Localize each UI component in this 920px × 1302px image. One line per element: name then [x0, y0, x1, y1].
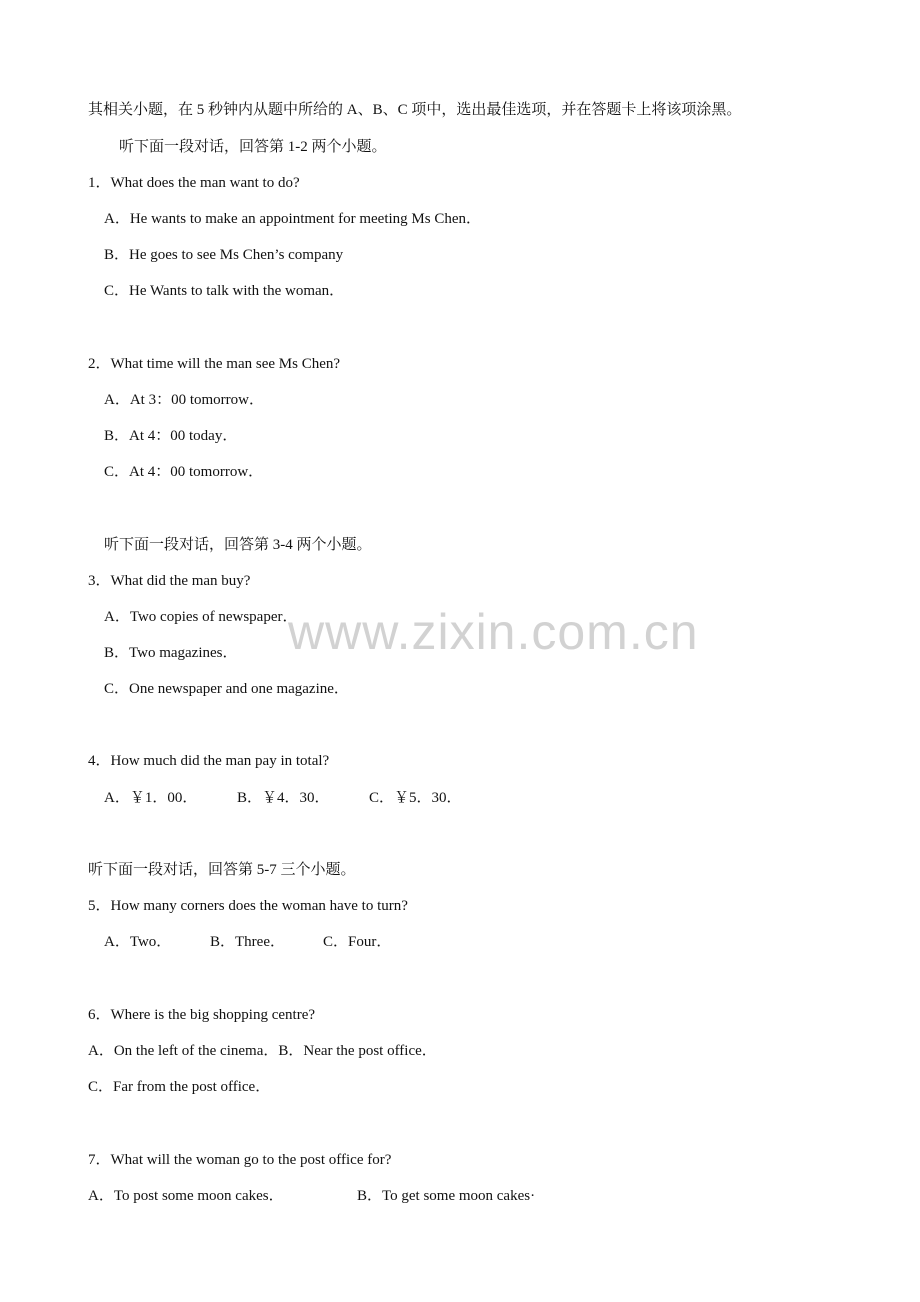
option-a: A．Two．	[104, 934, 172, 950]
option-c: C．￥5．30．	[369, 790, 462, 806]
option-c: C．Four．	[323, 934, 392, 950]
question-stem: 7．What will the woman go to the post office for?	[88, 1152, 392, 1168]
intro-text: 其相关小题，在 5 秒钟内从题中所给的 A、B、C 项中，选出最佳选项，并在答题卡上将该项涂黑。	[88, 102, 742, 118]
section-heading: 听下面一段对话，回答第 1-2 两个小题。	[119, 139, 387, 155]
section-heading: 听下面一段对话，回答第 5-7 三个小题。	[88, 862, 356, 878]
option-a: A．To post some moon cakes．	[88, 1188, 284, 1204]
option-b: B．Three．	[210, 934, 285, 950]
option-c: C．Far from the post office．	[88, 1079, 271, 1095]
option-c: C．One newspaper and one magazine．	[104, 681, 349, 697]
question-stem: 2．What time will the man see Ms Chen?	[88, 356, 341, 372]
option-c: C．He Wants to talk with the woman．	[104, 283, 345, 299]
question-stem: 6．Where is the big shopping centre?	[88, 1007, 316, 1023]
option-a: A．Two copies of newspaper．	[104, 609, 298, 625]
option-c: C．At 4：00 tomorrow．	[104, 464, 264, 480]
option-a-b: A．On the left of the cinema．B．Near the post office．	[88, 1043, 437, 1059]
question-stem: 4．How much did the man pay in total?	[88, 753, 330, 769]
option-b: B．He goes to see Ms Chen’s company	[104, 247, 344, 263]
option-a: A．At 3：00 tomorrow．	[104, 392, 264, 408]
question-stem: 5．How many corners does the woman have to turn?	[88, 898, 408, 914]
question-stem: 1．What does the man want to do?	[88, 175, 300, 191]
question-stem: 3．What did the man buy?	[88, 573, 251, 589]
option-b: B．To get some moon cakes·	[357, 1188, 536, 1204]
option-a: A．He wants to make an appointment for meeting Ms Chen．	[104, 211, 482, 227]
option-b: B．￥4．30．	[237, 790, 330, 806]
option-b: B．At 4：00 today．	[104, 428, 238, 444]
section-heading: 听下面一段对话，回答第 3-4 两个小题。	[104, 537, 372, 553]
watermark: www.zixin.com.cn	[288, 604, 699, 660]
option-a: A．￥1．00．	[104, 790, 198, 806]
option-b: B．Two magazines．	[104, 645, 238, 661]
